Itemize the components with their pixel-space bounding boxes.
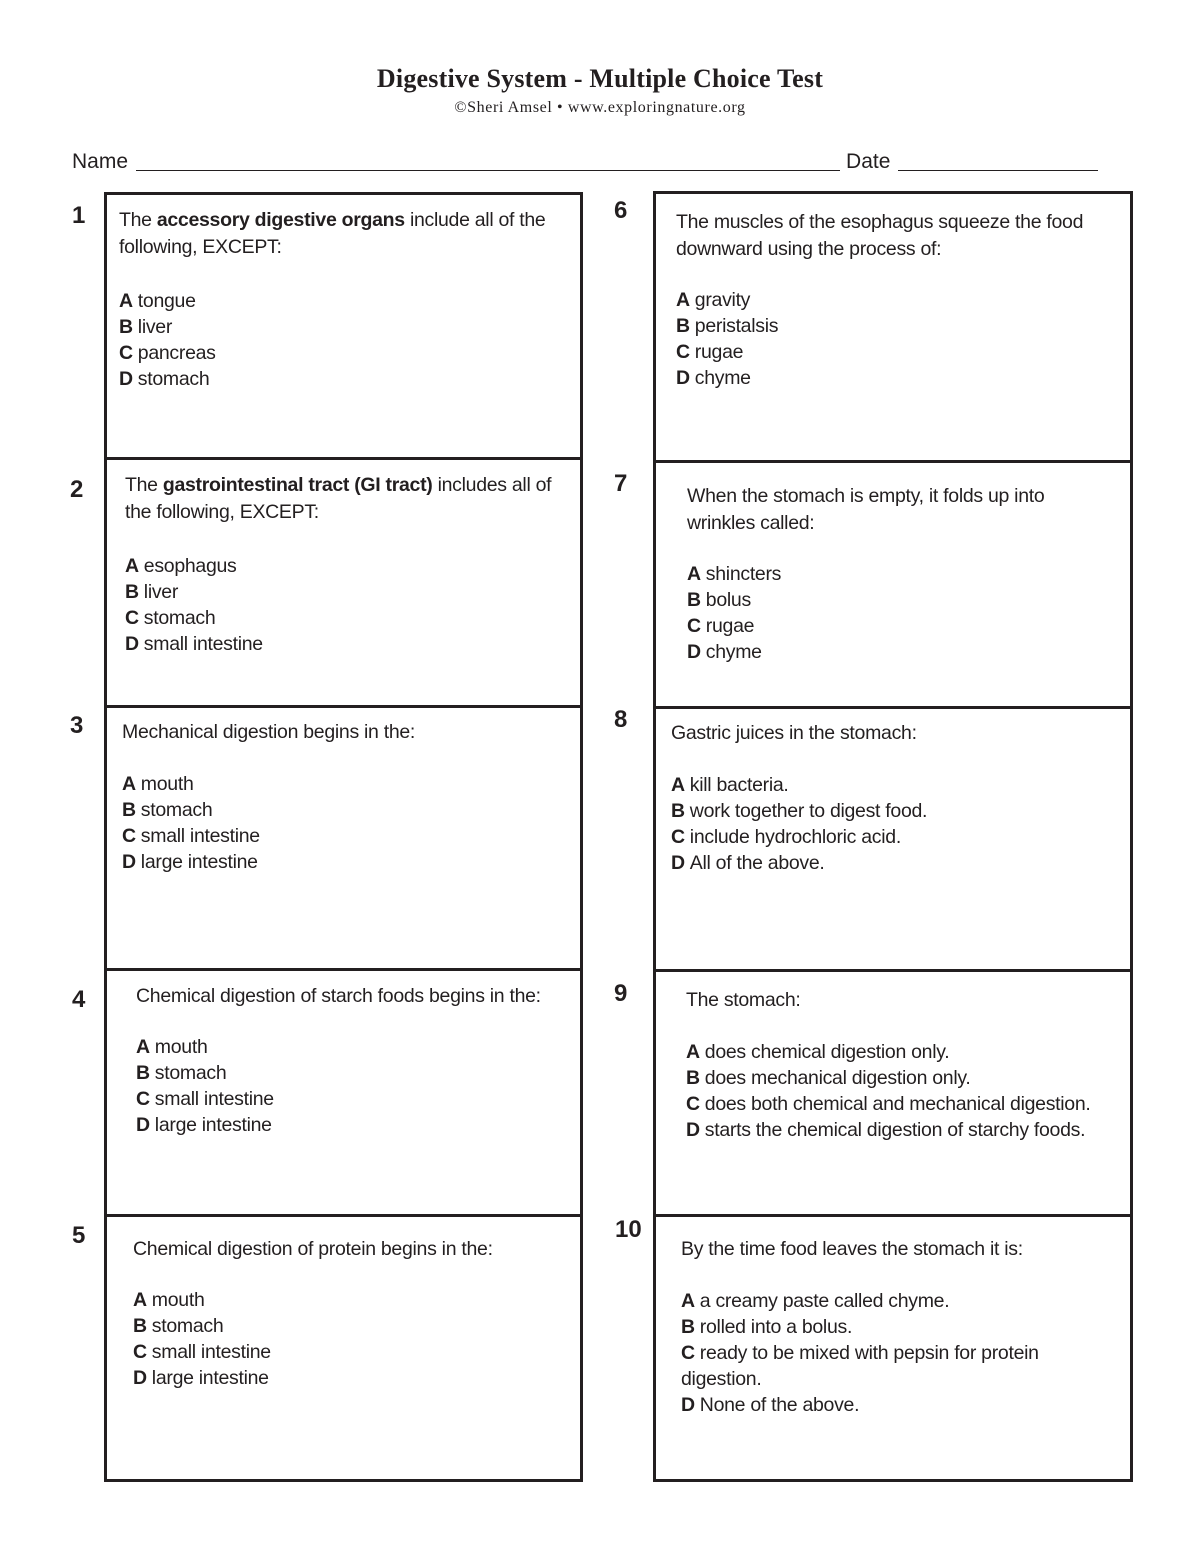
answer-option-d[interactable]: D All of the above. [671,852,825,874]
question-number: 2 [70,476,84,503]
question-stem: The muscles of the esophagus squeeze the food downward using the process of: [676,211,1084,260]
question-6 [676,209,1106,391]
copyright-credit: ©Sheri Amsel • www.exploringnature.org [454,99,746,116]
answer-option-d[interactable]: D stomach [119,368,210,390]
answer-option-d[interactable]: D large intestine [133,1367,269,1389]
answer-option-d[interactable]: D small intestine [125,633,263,655]
question-3 [122,719,562,875]
name-blank-line[interactable] [136,146,840,171]
answer-option-b[interactable]: B bolus [687,589,751,611]
question-stem: The stomach: [686,989,801,1011]
question-stem: Chemical digestion of protein begins in the: [133,1238,493,1260]
answer-option-b[interactable]: B does mechanical digestion only. [686,1067,971,1089]
key-term: accessory digestive organs [156,209,405,231]
test-title: Digestive System - Multiple Choice Test [376,64,824,93]
question-stem: By the time food leaves the stomach it is: [681,1238,1023,1260]
answer-option-d[interactable]: D chyme [687,641,762,663]
question-stem: The gastrointestinal tract (GI tract) includes all of the following, EXCEPT: [125,474,552,523]
question-number: 5 [72,1222,86,1249]
question-number: 10 [615,1216,642,1243]
question-number: 7 [614,470,628,497]
answer-option-a[interactable]: A gravity [676,289,751,311]
answer-option-a[interactable]: A shincters [687,563,782,585]
answer-option-d[interactable]: D chyme [676,367,751,389]
question-number: 1 [72,202,86,229]
question-stem: Gastric juices in the stomach: [671,722,917,744]
answer-option-a[interactable]: A mouth [122,773,194,795]
answer-option-a[interactable]: A mouth [136,1036,208,1058]
answer-option-c[interactable]: C pancreas [119,342,216,364]
question-stem: Mechanical digestion begins in the: [122,721,416,743]
question-8 [671,720,1101,876]
answer-option-c[interactable]: C ready to be mixed with pepsin for protein digestion. [681,1342,1039,1390]
answer-option-a[interactable]: A kill bacteria. [671,774,789,796]
answer-option-c[interactable]: C small intestine [136,1088,274,1110]
answer-option-d[interactable]: D large intestine [136,1114,272,1136]
answer-option-c[interactable]: C stomach [125,607,216,629]
question-2 [125,472,565,657]
date-blank-line[interactable] [898,146,1098,171]
question-7 [687,483,1117,665]
answer-option-c[interactable]: C does both chemical and mechanical digestion. [686,1093,1091,1115]
question-number: 6 [614,197,628,224]
answer-option-c[interactable]: C small intestine [133,1341,271,1363]
answer-option-a[interactable]: A tongue [119,290,196,312]
answer-option-a[interactable]: A a creamy paste called chyme. [681,1290,950,1312]
answer-option-b[interactable]: B stomach [122,799,213,821]
key-term: gastrointestinal tract (GI tract) [162,474,433,496]
answer-option-b[interactable]: B liver [119,316,173,338]
answer-option-c[interactable]: C small intestine [122,825,260,847]
answer-option-c[interactable]: C rugae [687,615,755,637]
question-number: 8 [614,706,628,733]
question-number: 3 [70,712,84,739]
question-10 [681,1236,1106,1418]
question-number: 9 [614,980,628,1007]
question-9 [686,987,1106,1143]
answer-option-b[interactable]: B peristalsis [676,315,779,337]
question-stem: Chemical digestion of starch foods begins in the: [136,985,541,1007]
question-1 [119,207,559,392]
answer-option-a[interactable]: A mouth [133,1289,205,1311]
answer-option-d[interactable]: D large intestine [122,851,258,873]
answer-option-c[interactable]: C include hydrochloric acid. [671,826,901,848]
date-label: Date [846,150,891,173]
question-stem: When the stomach is empty, it folds up into wrinkles called: [687,485,1045,534]
answer-option-a[interactable]: A does chemical digestion only. [686,1041,950,1063]
question-number: 4 [72,986,86,1013]
name-label: Name [72,150,129,173]
answer-option-a[interactable]: A esophagus [125,555,237,577]
answer-option-d[interactable]: D starts the chemical digestion of starchy foods. [686,1119,1086,1141]
answer-option-b[interactable]: B work together to digest food. [671,800,928,822]
question-5 [133,1236,533,1391]
answer-option-b[interactable]: B liver [125,581,179,603]
answer-option-b[interactable]: B stomach [136,1062,227,1084]
question-stem: The accessory digestive organs include all of the following, EXCEPT: [119,209,546,258]
answer-option-d[interactable]: D None of the above. [681,1394,860,1416]
name-date-row [72,144,1122,174]
answer-option-b[interactable]: B stomach [133,1315,224,1337]
answer-option-b[interactable]: B rolled into a bolus. [681,1316,853,1338]
answer-option-c[interactable]: C rugae [676,341,744,363]
question-4 [136,983,556,1138]
